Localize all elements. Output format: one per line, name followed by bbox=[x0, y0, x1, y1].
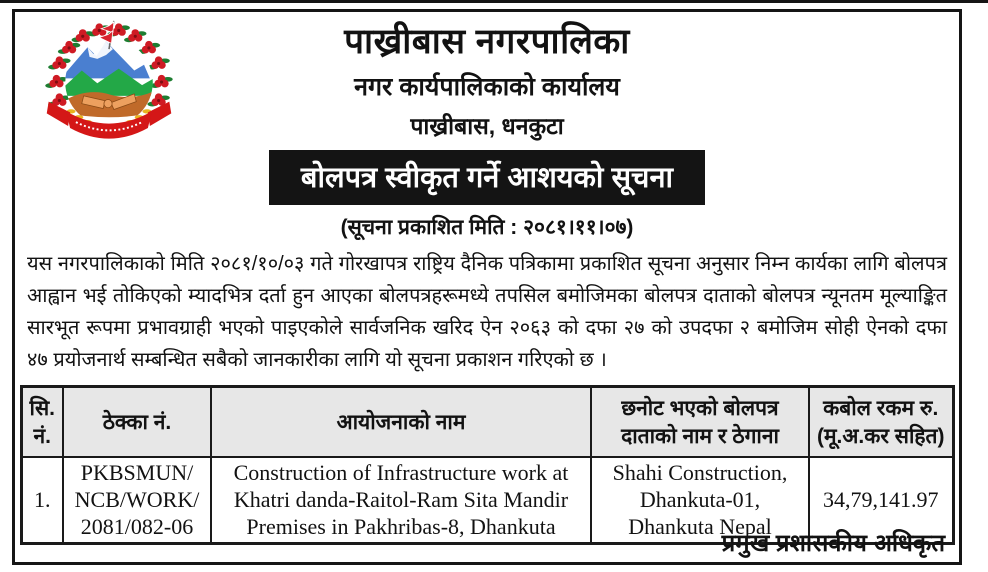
table-header-row bbox=[21, 387, 953, 458]
office-name: नगर कार्यपालिकाको कार्यालय bbox=[354, 73, 620, 101]
notice-title-banner: बोलपत्र स्वीकृत गर्ने आशयको सूचना bbox=[269, 150, 705, 205]
signature-title: प्रमुख प्रशासकीय अधिकृत bbox=[721, 530, 945, 557]
cell-contract-no: PKBSMUN/ NCB/WORK/ 2081/082-06 bbox=[63, 457, 211, 543]
col-header-selected-bidder: छनोट भएको बोलपत्र दाताको नाम र ठेगाना bbox=[591, 387, 809, 458]
col-header-contract-no: ठेक्का नं. bbox=[63, 387, 211, 458]
published-date-line: (सूचना प्रकाशित मिति : २०८१।११।०७) bbox=[340, 216, 634, 239]
cell-bidder-name-address: Shahi Construction, Dhankuta-01, Dhankuta Nepal bbox=[591, 457, 809, 543]
tender-table bbox=[20, 385, 955, 545]
notice-body-paragraph: यस नगरपालिकाको मिति २०८१/१०/०३ गते गोरखापत्र राष्ट्रिय दैनिक पत्रिकामा प्रकाशित सूचना अनुसार निम्न कार्यका लागि बोलपत्र आह्वान भई तोकिएको म्यादभित्र दर्ता हुन आएका बोलपत्रहरूमध्ये तपसिल बमोजिमका बोलपत्र दाताको बोलपत्र न्यूनतम मूल्याङ्कित सारभूत रूपमा प्रभावग्राही भएको पाइएकोले सार्वजनिक खरिद ऐन २०६३ को दफा २७ को उपदफा २ बमोजिम सोही ऐनको दफा ४७ प्रयोजनार्थ सम्बन्धित सबैको जानकारीका लागि यो सूचना प्रकाशन गरिएको छ । bbox=[27, 253, 947, 371]
cell-project-name: Construction of Infrastructure work at Khatri danda-Raitol-Ram Sita Mandir Premises in Pakhribas-8, Dhankuta bbox=[211, 457, 591, 543]
nepal-coat-of-arms-icon bbox=[37, 18, 181, 162]
emblem-container bbox=[37, 18, 181, 162]
top-rule bbox=[0, 0, 988, 3]
col-header-project-name: आयोजनाको नाम bbox=[211, 387, 591, 458]
cell-quoted-amount: 34,79,141.97 bbox=[809, 457, 953, 543]
col-header-serial-no: सि. नं. bbox=[21, 387, 63, 458]
office-location: पाख्रीबास, धनकुटा bbox=[410, 113, 564, 139]
cell-serial-no: 1. bbox=[21, 457, 63, 543]
col-header-quoted-amount: कबोल रकम रु. (मू.अ.कर सहित) bbox=[809, 387, 953, 458]
notice-frame bbox=[12, 9, 962, 565]
municipality-name: पाख्रीबास नगरपालिका bbox=[344, 22, 630, 61]
